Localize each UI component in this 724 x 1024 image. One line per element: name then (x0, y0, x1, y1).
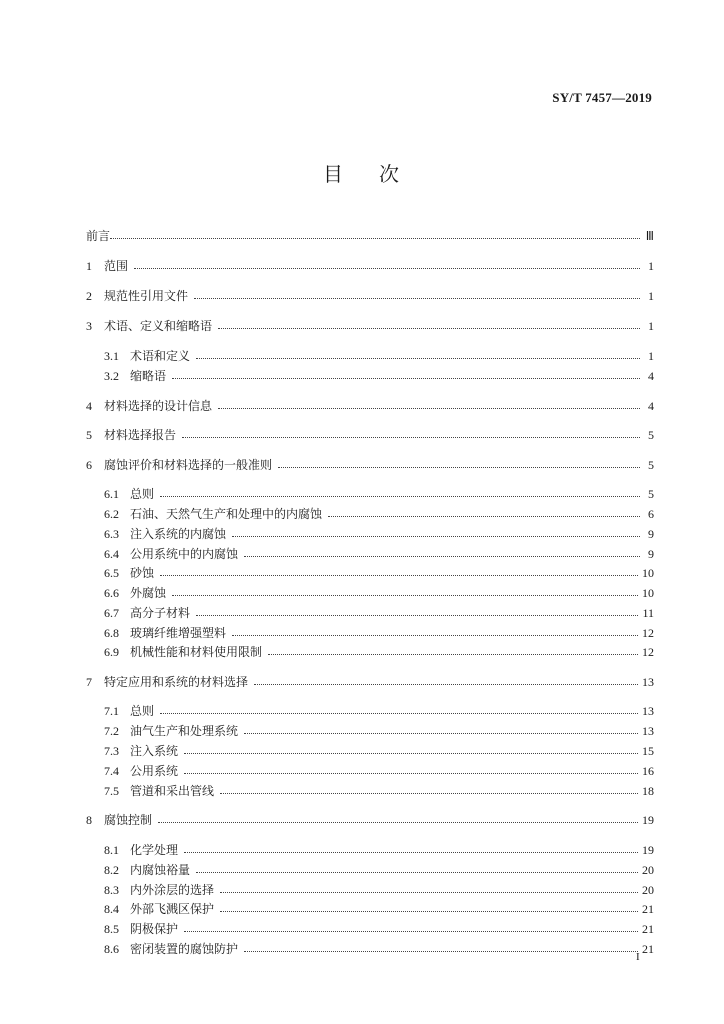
dot-leader (172, 594, 638, 596)
dot-leader (110, 237, 640, 239)
toc-entry-page: 1 (648, 289, 654, 303)
toc-entry-section[interactable] (104, 880, 654, 900)
page-number: I (636, 951, 640, 963)
toc-entry-title: 腐蚀控制 (104, 813, 153, 827)
toc-entry-title: 玻璃纤维增强塑料 (130, 626, 227, 640)
toc-entry-title: 外部飞溅区保护 (130, 902, 215, 916)
toc-entry-title: 化学处理 (130, 843, 179, 857)
toc-entry-number: 2 (86, 289, 92, 303)
dot-leader (196, 871, 638, 873)
toc-entry-section[interactable] (104, 899, 654, 919)
dot-leader (134, 267, 640, 269)
toc-entry-title: 前言 (86, 229, 111, 243)
toc-entry-number: 4 (86, 399, 92, 413)
dot-leader (196, 614, 638, 616)
toc-entry-chapter[interactable] (86, 316, 654, 336)
toc-entry-page: 21 (642, 922, 654, 936)
toc-entry-section[interactable] (104, 860, 654, 880)
dot-leader (184, 930, 638, 932)
toc-entry-title: 公用系统 (130, 764, 179, 778)
toc-entry-preface[interactable] (86, 226, 654, 246)
toc-entry-chapter[interactable] (86, 672, 654, 692)
toc-entry-number: 7.4 (104, 764, 119, 778)
toc-entry-section[interactable] (104, 583, 654, 603)
dot-leader (278, 466, 640, 468)
toc-entry-page: Ⅲ (645, 229, 654, 243)
dot-leader (220, 910, 638, 912)
toc-entry-page: 1 (648, 319, 654, 333)
toc-entry-title: 管道和采出管线 (130, 784, 215, 798)
toc-entry-title: 术语和定义 (130, 349, 191, 363)
toc-entry-number: 3 (86, 319, 92, 333)
toc-entry-title: 内外涂层的选择 (130, 883, 215, 897)
toc-entry-title: 石油、天然气生产和处理中的内腐蚀 (130, 507, 323, 521)
toc-entry-title: 材料选择的设计信息 (104, 399, 213, 413)
toc-entry-number: 6.1 (104, 487, 119, 501)
standard-code: SY/T 7457—2019 (552, 90, 652, 105)
toc-entry-page: 12 (642, 626, 654, 640)
toc-entry-section[interactable] (104, 781, 654, 801)
toc-entry-section[interactable] (104, 939, 654, 959)
toc-entry-page: 12 (642, 645, 654, 659)
toc-entry-number: 8.4 (104, 902, 119, 916)
toc-entry-section[interactable] (104, 603, 654, 623)
toc-entry-page: 9 (648, 527, 654, 541)
toc-entry-number: 6.7 (104, 606, 119, 620)
toc-entry-section[interactable] (104, 741, 654, 761)
toc-entry-page: 5 (648, 487, 654, 501)
toc-entry-chapter[interactable] (86, 396, 654, 416)
dot-leader (232, 634, 638, 636)
toc-entry-page: 10 (642, 586, 654, 600)
toc-entry-number: 6.2 (104, 507, 119, 521)
toc-entry-number: 8.3 (104, 883, 119, 897)
toc-entry-chapter[interactable] (86, 286, 654, 306)
dot-leader (328, 515, 640, 517)
dot-leader (218, 327, 640, 329)
toc-entry-page: 4 (648, 369, 654, 383)
toc-entry-title: 范围 (104, 259, 129, 273)
toc-entry-number: 7.3 (104, 744, 119, 758)
toc-entry-number: 6.9 (104, 645, 119, 659)
dot-leader (160, 495, 640, 497)
dot-leader (160, 712, 638, 714)
toc-entry-section[interactable] (104, 504, 654, 524)
toc-entry-page: 16 (642, 764, 654, 778)
toc-entry-section[interactable] (104, 701, 654, 721)
toc-entry-page: 4 (648, 399, 654, 413)
toc-entry-page: 13 (642, 724, 654, 738)
dot-leader (232, 535, 640, 537)
toc-entry-number: 7.5 (104, 784, 119, 798)
toc-entry-number: 8.1 (104, 843, 119, 857)
toc-heading-part2: 次 (379, 162, 401, 186)
toc-entry-chapter[interactable] (86, 810, 654, 830)
toc-entry-title: 腐蚀评价和材料选择的一般准则 (104, 458, 273, 472)
toc-entry-page: 1 (648, 259, 654, 273)
toc-entry-chapter[interactable] (86, 425, 654, 445)
toc-entry-number: 6.6 (104, 586, 119, 600)
toc-entry-number: 6.5 (104, 566, 119, 580)
toc-entry-title: 密闭装置的腐蚀防护 (130, 942, 239, 956)
toc-entry-section[interactable] (104, 544, 654, 564)
dot-leader (218, 407, 640, 409)
toc-entry-number: 1 (86, 259, 92, 273)
dot-leader (220, 792, 638, 794)
toc-entry-page: 5 (648, 428, 654, 442)
toc-entry-page: 13 (642, 704, 654, 718)
toc-entry-number: 5 (86, 428, 92, 442)
toc-entry-title: 内腐蚀裕量 (130, 863, 191, 877)
toc-entry-number: 6.8 (104, 626, 119, 640)
toc-entry-title: 机械性能和材料使用限制 (130, 645, 263, 659)
dot-leader (184, 772, 638, 774)
dot-leader (172, 377, 640, 379)
toc-entry-title: 公用系统中的内腐蚀 (130, 547, 239, 561)
toc-entry-page: 21 (642, 902, 654, 916)
toc-entry-number: 8 (86, 813, 92, 827)
toc-entry-title: 材料选择报告 (104, 428, 177, 442)
toc-entry-page: 11 (642, 606, 654, 620)
toc-entry-title: 砂蚀 (130, 566, 155, 580)
toc-entry-section[interactable] (104, 761, 654, 781)
dot-leader (184, 752, 638, 754)
toc-entry-section[interactable] (104, 524, 654, 544)
toc-entry-number: 6.4 (104, 547, 119, 561)
toc-entry-number: 3.1 (104, 349, 119, 363)
toc-entry-title: 油气生产和处理系统 (130, 724, 239, 738)
toc-entry-section[interactable] (104, 366, 654, 386)
toc-entry-title: 规范性引用文件 (104, 289, 189, 303)
toc-entry-title: 高分子材料 (130, 606, 191, 620)
dot-leader (158, 821, 638, 823)
toc-entry-chapter[interactable] (86, 256, 654, 276)
dot-leader (196, 357, 640, 359)
toc-entry-page: 9 (648, 547, 654, 561)
dot-leader (268, 653, 638, 655)
toc-entry-chapter[interactable] (86, 455, 654, 475)
toc-heading-part1: 目 (323, 162, 345, 186)
toc-entry-section[interactable] (104, 346, 654, 366)
toc-entry-page: 20 (642, 883, 654, 897)
dot-leader (220, 891, 638, 893)
toc-entry-title: 术语、定义和缩略语 (104, 319, 213, 333)
toc-heading (0, 158, 724, 187)
toc-entry-number: 6.3 (104, 527, 119, 541)
toc-entry-section[interactable] (104, 721, 654, 741)
toc-entry-page: 1 (648, 349, 654, 363)
toc-entry-number: 6 (86, 458, 92, 472)
toc-entry-page: 6 (648, 507, 654, 521)
toc-entry-title: 外腐蚀 (130, 586, 167, 600)
toc-entry-page: 21 (642, 942, 654, 956)
toc-entry-section[interactable] (104, 623, 654, 643)
toc-entry-title: 总则 (130, 704, 155, 718)
toc-entry-number: 3.2 (104, 369, 119, 383)
toc-entry-page: 15 (642, 744, 654, 758)
dot-leader (244, 732, 638, 734)
dot-leader (244, 950, 638, 952)
dot-leader (160, 574, 638, 576)
toc-entry-number: 8.5 (104, 922, 119, 936)
toc-entry-title: 注入系统 (130, 744, 179, 758)
toc-entry-page: 18 (642, 784, 654, 798)
toc-entry-page: 5 (648, 458, 654, 472)
toc-entry-title: 总则 (130, 487, 155, 501)
toc-entry-number: 8.2 (104, 863, 119, 877)
toc-entry-number: 7 (86, 675, 92, 689)
toc-entry-number: 7.2 (104, 724, 119, 738)
toc-entry-section[interactable] (104, 563, 654, 583)
toc-entry-title: 缩略语 (130, 369, 167, 383)
toc-entry-page: 20 (642, 863, 654, 877)
toc-entry-number: 8.6 (104, 942, 119, 956)
dot-leader (254, 683, 638, 685)
toc-entry-page: 10 (642, 566, 654, 580)
dot-leader (244, 555, 640, 557)
toc-entry-section[interactable] (104, 919, 654, 939)
toc-entry-title: 特定应用和系统的材料选择 (104, 675, 249, 689)
toc-entry-title: 阴极保护 (130, 922, 179, 936)
dot-leader (182, 436, 640, 438)
toc-entry-page: 19 (642, 843, 654, 857)
toc-entry-page: 13 (642, 675, 654, 689)
toc-entry-section[interactable] (104, 642, 654, 662)
dot-leader (184, 851, 638, 853)
toc-entry-section[interactable] (104, 484, 654, 504)
toc-entry-page: 19 (642, 813, 654, 827)
toc-entry-title: 注入系统的内腐蚀 (130, 527, 227, 541)
dot-leader (194, 297, 640, 299)
toc-entry-section[interactable] (104, 840, 654, 860)
toc-entry-number: 7.1 (104, 704, 119, 718)
